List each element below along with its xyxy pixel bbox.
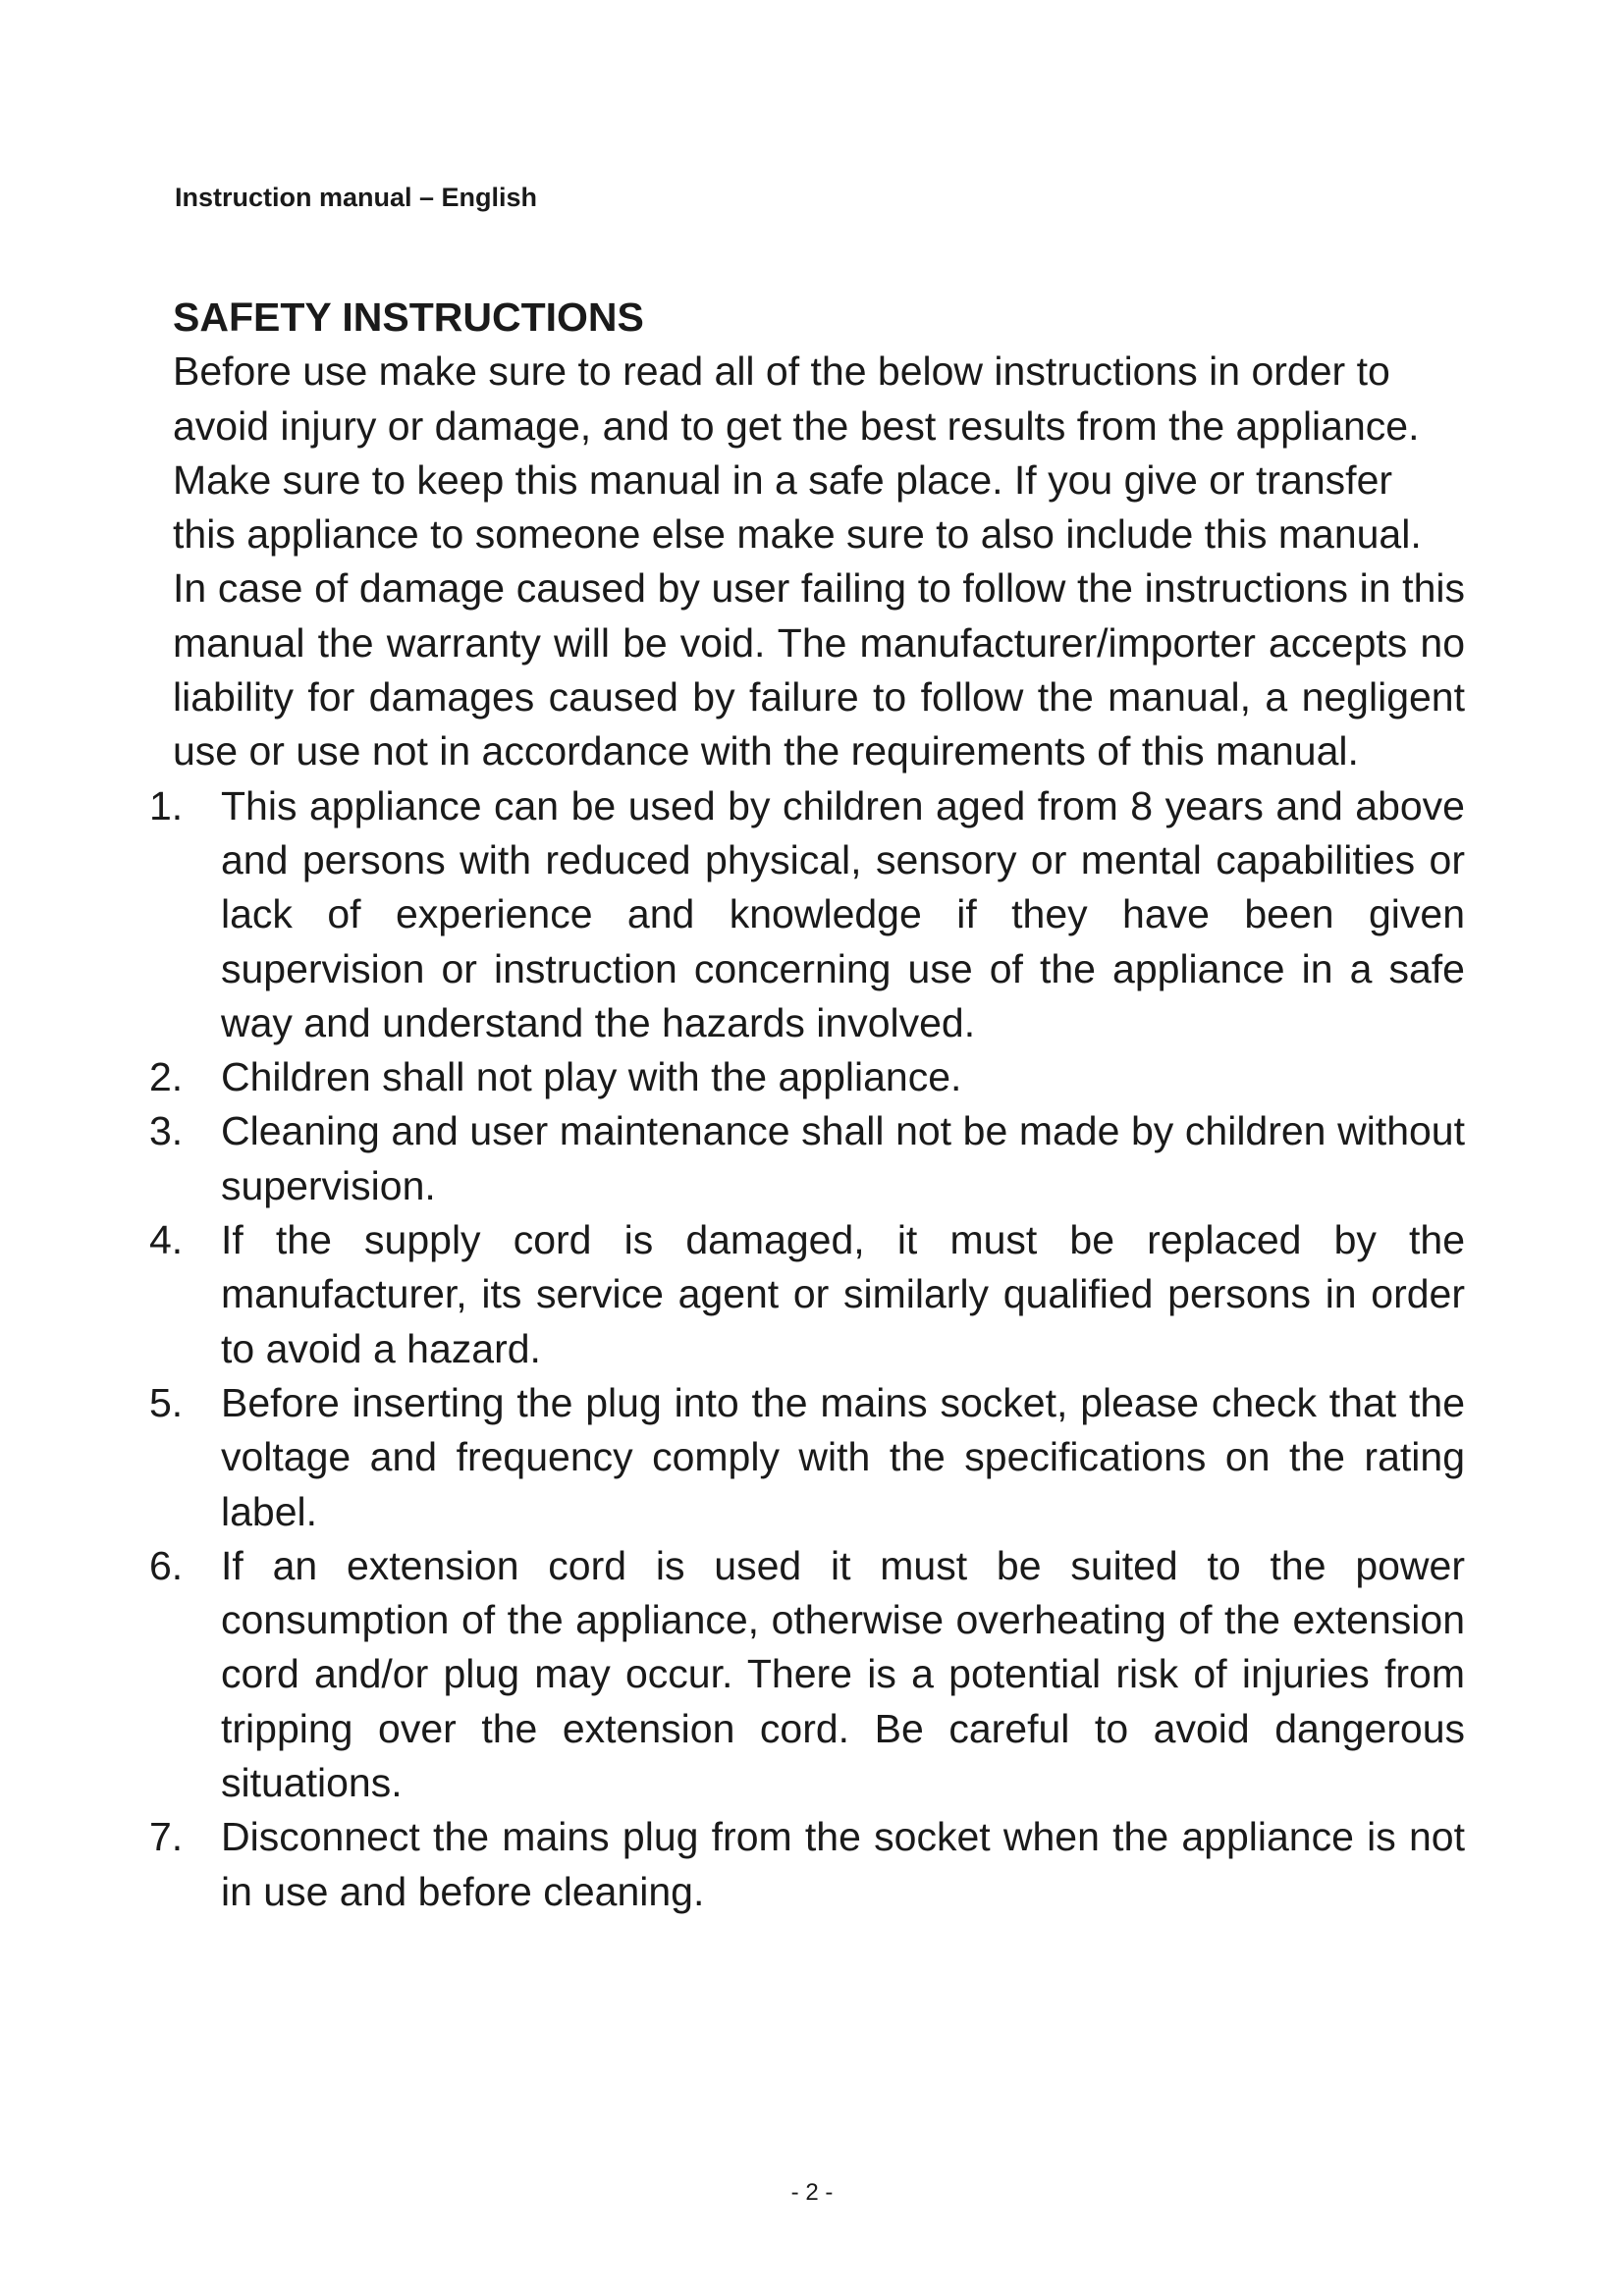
list-item-text: This appliance can be used by children aged from 8 years and above and persons with reduced physical, sensory or mental capabilities or lack of experience and knowledge if they have been given supervision or instruction concerning use of the appliance in a safe way and understand the hazards involved. (221, 782, 1465, 1045)
section-title: SAFETY INSTRUCTIONS (173, 294, 644, 340)
list-item-text: Before inserting the plug into the mains socket, please check that the voltage and frequency comply with the specifications on the rating label. (221, 1379, 1465, 1534)
page-number: - 2 - (790, 2179, 834, 2206)
list-item (149, 1104, 1465, 1213)
list-item (149, 1810, 1465, 1919)
list-item-number: 7. (149, 1814, 184, 1860)
safety-section (149, 291, 1465, 1919)
list-item (149, 1539, 1465, 1810)
list-item-text: Children shall not play with the appliance. (221, 1054, 962, 1100)
safety-list (149, 779, 1465, 1919)
list-item-number: 5. (149, 1379, 184, 1425)
list-item-number: 1. (149, 782, 184, 828)
list-item-text: If the supply cord is damaged, it must be replaced by the manufacturer, its service agent or similarly qualified persons in order to avoid a hazard. (221, 1217, 1465, 1371)
list-item-text: If an extension cord is used it must be suited to the power consumption of the appliance, otherwise overheating of the extension cord and/or plug may occur. There is a potential risk of injuries from tripping over the extension cord. Be careful to avoid dangerous situations. (221, 1542, 1465, 1806)
document-header: Instruction manual – English (175, 183, 538, 212)
list-item-number: 2. (149, 1054, 184, 1100)
list-item-text: Disconnect the mains plug from the socket when the appliance is not in use and before cleaning. (221, 1814, 1465, 1914)
list-item-text: Cleaning and user maintenance shall not be made by children without supervision. (221, 1108, 1465, 1208)
list-item (149, 1376, 1465, 1539)
list-item (149, 1050, 1465, 1104)
intro-paragraph: Before use make sure to read all of the below instructions in order to avoid injury or damage, and to get the best results from the appliance. Make sure to keep this manual in a safe place. If you give or transfer this appliance to someone else make sure to also include this manual. (173, 348, 1422, 558)
list-item-number: 3. (149, 1108, 184, 1154)
list-item-number: 6. (149, 1542, 184, 1588)
list-item (149, 779, 1465, 1050)
list-item-number: 4. (149, 1217, 184, 1263)
warranty-paragraph: In case of damage caused by user failing to follow the instructions in this manual the warranty will be void. The manufacturer/importer accepts no liability for damages caused by failure to follow the manual, a negligent use or use not in accordance with the requirements of this manual. (173, 565, 1465, 774)
list-item (149, 1213, 1465, 1376)
